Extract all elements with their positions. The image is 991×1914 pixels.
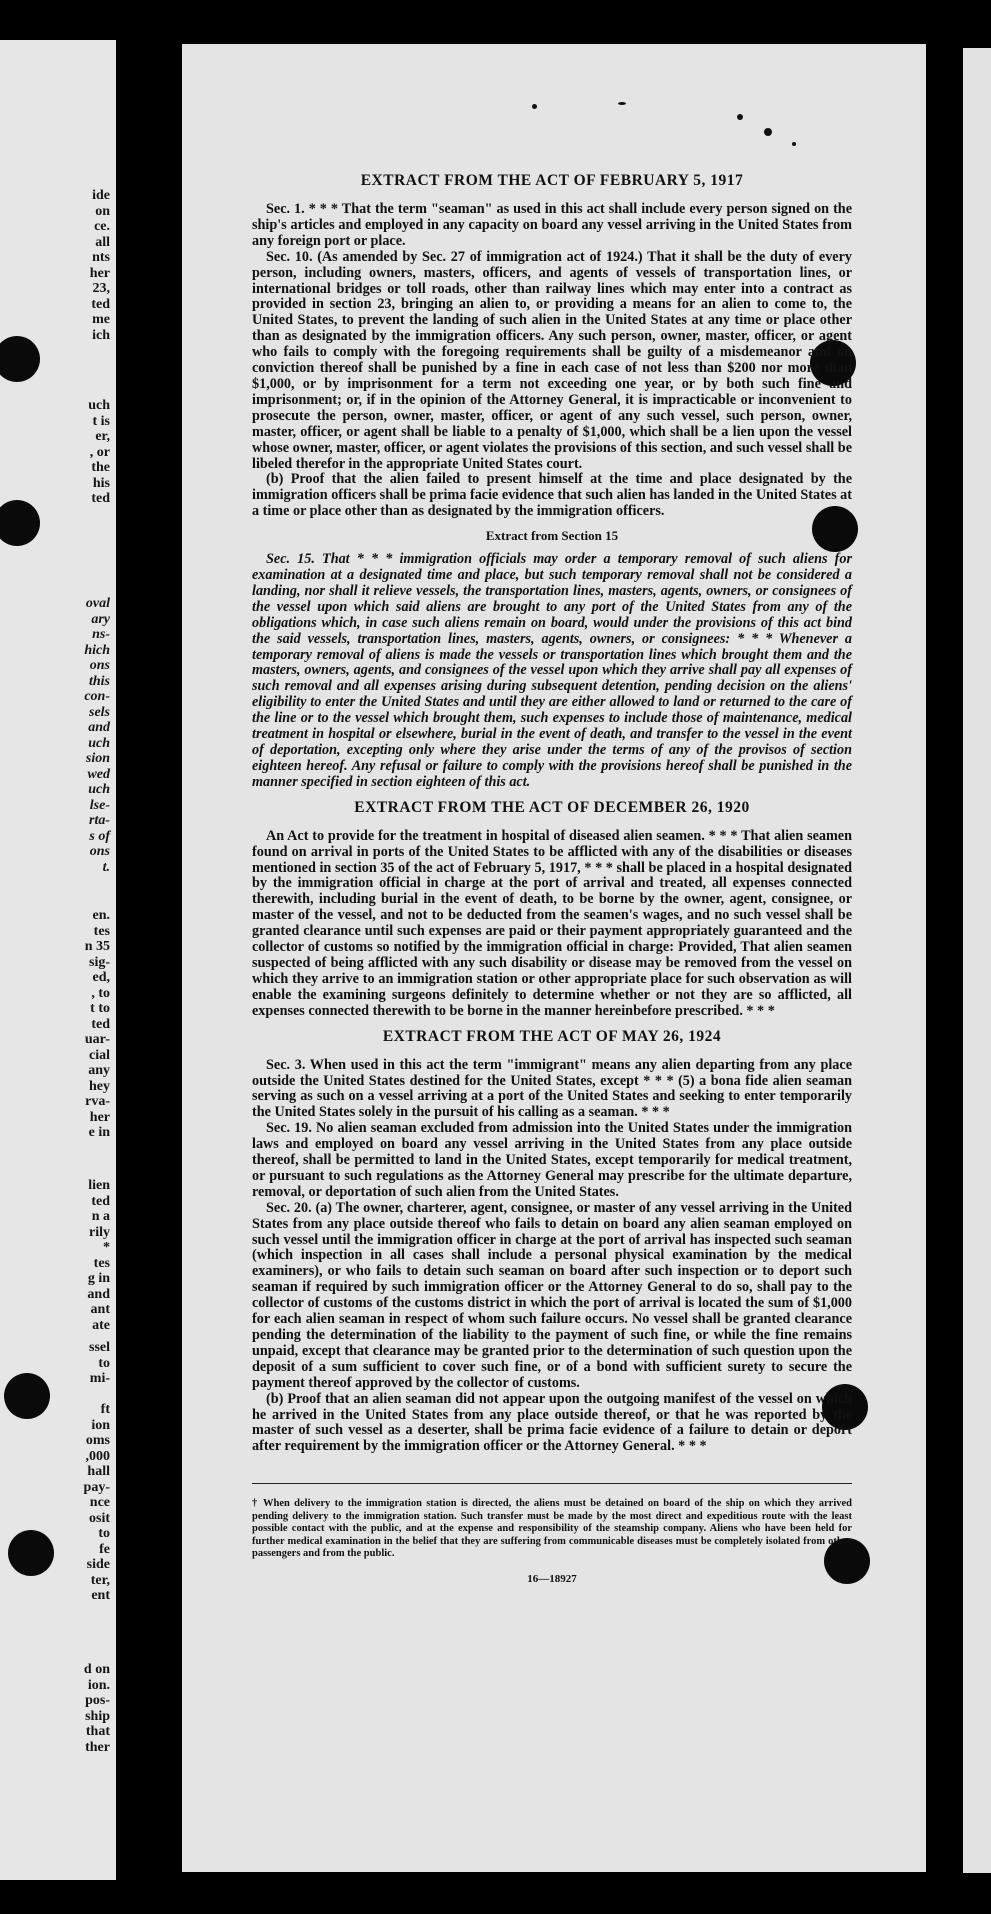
ink-speck — [737, 114, 743, 120]
right-adjacent-page — [963, 48, 991, 1873]
punch-hole — [4, 1373, 50, 1419]
left-page-text-block: oval ary ns- hich ons this con- sels and uch sion wed uch lse- rta- s of ons t. — [84, 596, 110, 875]
ink-speck — [764, 128, 772, 136]
document-page — [182, 44, 926, 1872]
page-number: 16—18927 — [527, 1572, 577, 1585]
punch-hole — [0, 336, 40, 382]
ink-speck — [532, 104, 537, 109]
heading-section-15: Extract from Section 15 — [485, 528, 619, 544]
left-page-text-block: ide on ce. all nts her 23, ted me ich — [89, 188, 110, 343]
punch-hole — [0, 500, 40, 546]
ink-speck — [618, 102, 626, 105]
footnote: † When delivery to the immigration station is directed, the aliens must be detained on board of the ship on which they arrived pending delivery to the immigration station. Such transfer must be made by the most direct and expeditious route with the least possible contact with the public, and at the expense and responsibility of the steamship company. Aliens who have been held for further medical examination in the belief that they are suffering from communicable diseases must be completely isolated from other passengers and from the public. — [252, 1498, 852, 1560]
heading-act-1920: EXTRACT FROM THE ACT OF DECEMBER 26, 1920 — [354, 798, 750, 816]
left-page-text-block: lien ted n a rily * tes g in and ant ate — [87, 1178, 110, 1333]
paragraph-1917-b: (b) Proof that the alien failed to present himself at the time and place designated by the immigration officers shall be prima facie evidence that such alien has landed in the United States at a time or place other than as designated by the immigration officers. — [252, 471, 852, 520]
punch-hole — [8, 1530, 54, 1576]
paragraph-1924-sec20a: Sec. 20. (a) The owner, charterer, agent, consignee, or master of any vessel arriving in the United States from any place outside thereof who fails to detain on board any alien seaman employed on such vessel until the immigration officer in charge at the port of arrival has inspected such seaman (which inspection in all cases shall include a personal physical examination by the medical examiners), or who fails to detain such seaman on board after such inspection or to deport such seaman if required by such immigration officer or the Attorney General to do so, shall pay to the collector of customs of the customs district in which the port of arrival is located the sum of $1,000 for each alien seaman in respect of whom such failure occurs. No vessel shall be granted clearance pending the determination of the liability to the payment of such fine, or while the fine remains unpaid, except that clearance may be granted prior to the determination of such question upon the deposit of a sum sufficient to cover such fine, or of a bond with sufficient surety to secure the payment thereof approved by the collector of customs. — [252, 1199, 852, 1391]
heading-act-1924: EXTRACT FROM THE ACT OF MAY 26, 1924 — [382, 1027, 722, 1045]
document-body — [252, 172, 852, 1585]
left-page-text-block: en. tes n 35 sig- ed, , to t to ted uar- cial any hey rva- her e in — [84, 908, 110, 1140]
paragraph-1920: An Act to provide for the treatment in hospital of diseased alien seamen. * * * That alien seamen found on arrival in ports of the United States to be afflicted with any of the disabilities or diseases mentioned in section 35 of the act of February 5, 1917, * * * shall be placed in a hospital designated by the immigration official in charge at the port of arrival and treated, all expenses connected therewith, including burial in the event of death, to be borne by the owner, agent, consignee, or master of the vessel, and not to be deducted from the seamen's wages, and no such vessel shall be granted clearance until such expenses are paid or their payment appropriately guaranteed and the collector of customs so notified by the immigration official in charge: Provided, That alien seamen suspected of being afflicted with any such disability or disease may be removed from the vessel on which they arrive to an immigration station or other appropriate place for such observation as will enable the examining surgeons definitely to determine whether or not they are so afflicted, all expenses connected therewith to be borne in the manner hereinbefore prescribed. * * * — [252, 827, 852, 1019]
left-page-text-block: uch t is er, , or the his ted — [88, 398, 110, 506]
heading-act-1917: EXTRACT FROM THE ACT OF FEBRUARY 5, 1917 — [360, 172, 744, 189]
paragraph-1924-sec19: Sec. 19. No alien seaman excluded from admission into the United States under the immigration laws and employed on board any vessel arriving in the United States from any place outside thereof, shall be permitted to land in the United States, except temporarily for medical treatment, or pursuant to such regulations as the Attorney General may prescribe for the ultimate departure, removal, or deportation of such alien from the United States. — [252, 1120, 852, 1200]
paragraph-section-15: Sec. 15. That * * * immigration officials may order a temporary removal of such aliens for examination at a designated time and place, but such temporary removal shall not be considered a landing, nor shall it relieve vessels, the transportation lines, masters, agents, owners, or consignees of the vessel upon which said aliens are brought to any port of the United States from any of the obligations which, in case such aliens remain on board, would under the provisions of this act bind the said vessels, transportation lines, masters, agents, owners, or consignees: * * * Whenever a temporary removal of aliens is made the vessels or transportation lines which brought them and the masters, owners, agents, and consignees of the vessel upon which they arrive shall pay all expenses of such removal and all expenses arising during subsequent detention, pending decision on the aliens' eligibility to enter the United States and until they are either allowed to land or returned to the care of the line or to the vessel which brought them, such expenses to include those of maintenance, medical treatment in hospital or elsewhere, burial in the event of death, and transfer to the vessel in the event of deportation, excepting only where they arise under the terms of any of the provisos of section eighteen hereof. Any refusal or failure to comply with the provisions hereof shall be punished in the manner specified in section eighteen of this act. — [252, 551, 852, 790]
paragraph-1924-sec3: Sec. 3. When used in this act the term "immigrant" means any alien departing from any place outside the United States destined for the United States, except * * * (5) a bona fide alien seaman serving as such on a vessel arriving at a port of the United States and seeking to enter temporarily the United States solely in the pursuit of his calling as a seaman. * * * — [252, 1056, 852, 1121]
paragraph-1917-sec10: Sec. 10. (As amended by Sec. 27 of immigration act of 1924.) That it shall be the duty of every person, including owners, masters, officers, and agents of vessels of transportation lines, or international bridges or toll roads, other than railway lines which may enter into a contract as provided in section 23, bringing an alien to, or providing a means for an alien to come to, the United States, to prevent the landing of such alien in the United States at any time or place other than as designated by the immigration officers. Any such person, owner, master, officer, or agent who fails to comply with the foregoing requirements shall be guilty of a misdemeanor and on conviction thereof shall be punished by a fine in each case of not less than $200 nor more than $1,000, or by imprisonment for a term not exceeding one year, or by both such fine and imprisonment; or, if in the opinion of the Attorney General, it is impracticable or inconvenient to prosecute the person, owner, master, officer, or agent of any such vessel, such person, owner, master, officer, or agent shall be liable to a penalty of $1,000, which shall be a lien upon the vessel whose owner, master, officer, or agent violates the provisions of this section, and such vessel shall be libeled therefor in the appropriate United States court. — [252, 248, 852, 472]
paragraph-1924-sec20b: (b) Proof that an alien seaman did not appear upon the outgoing manifest of the vessel on which he arrived in the United States from any place outside thereof, or that he was reported by the master of such vessel as a deserter, shall be prima facie evidence of a failure to detain or deport after requirement by the immigration officer or the Attorney General. * * * — [252, 1390, 852, 1455]
ink-speck — [792, 142, 796, 146]
left-page-text-block: d on ion. pos- ship that ther — [83, 1662, 110, 1755]
left-adjacent-page — [0, 40, 116, 1880]
paragraph-1917-sec1: Sec. 1. * * * That the term "seaman" as used in this act shall include every person signed on the ship's articles and employed in any capacity on board any vessel arriving in the United States from any foreign port or place. — [252, 201, 852, 249]
left-page-text-block: ssel to mi- ft ion oms ,000 hall pay- nce osit to fe side ter, ent — [83, 1340, 110, 1603]
footnote-divider — [252, 1483, 852, 1484]
